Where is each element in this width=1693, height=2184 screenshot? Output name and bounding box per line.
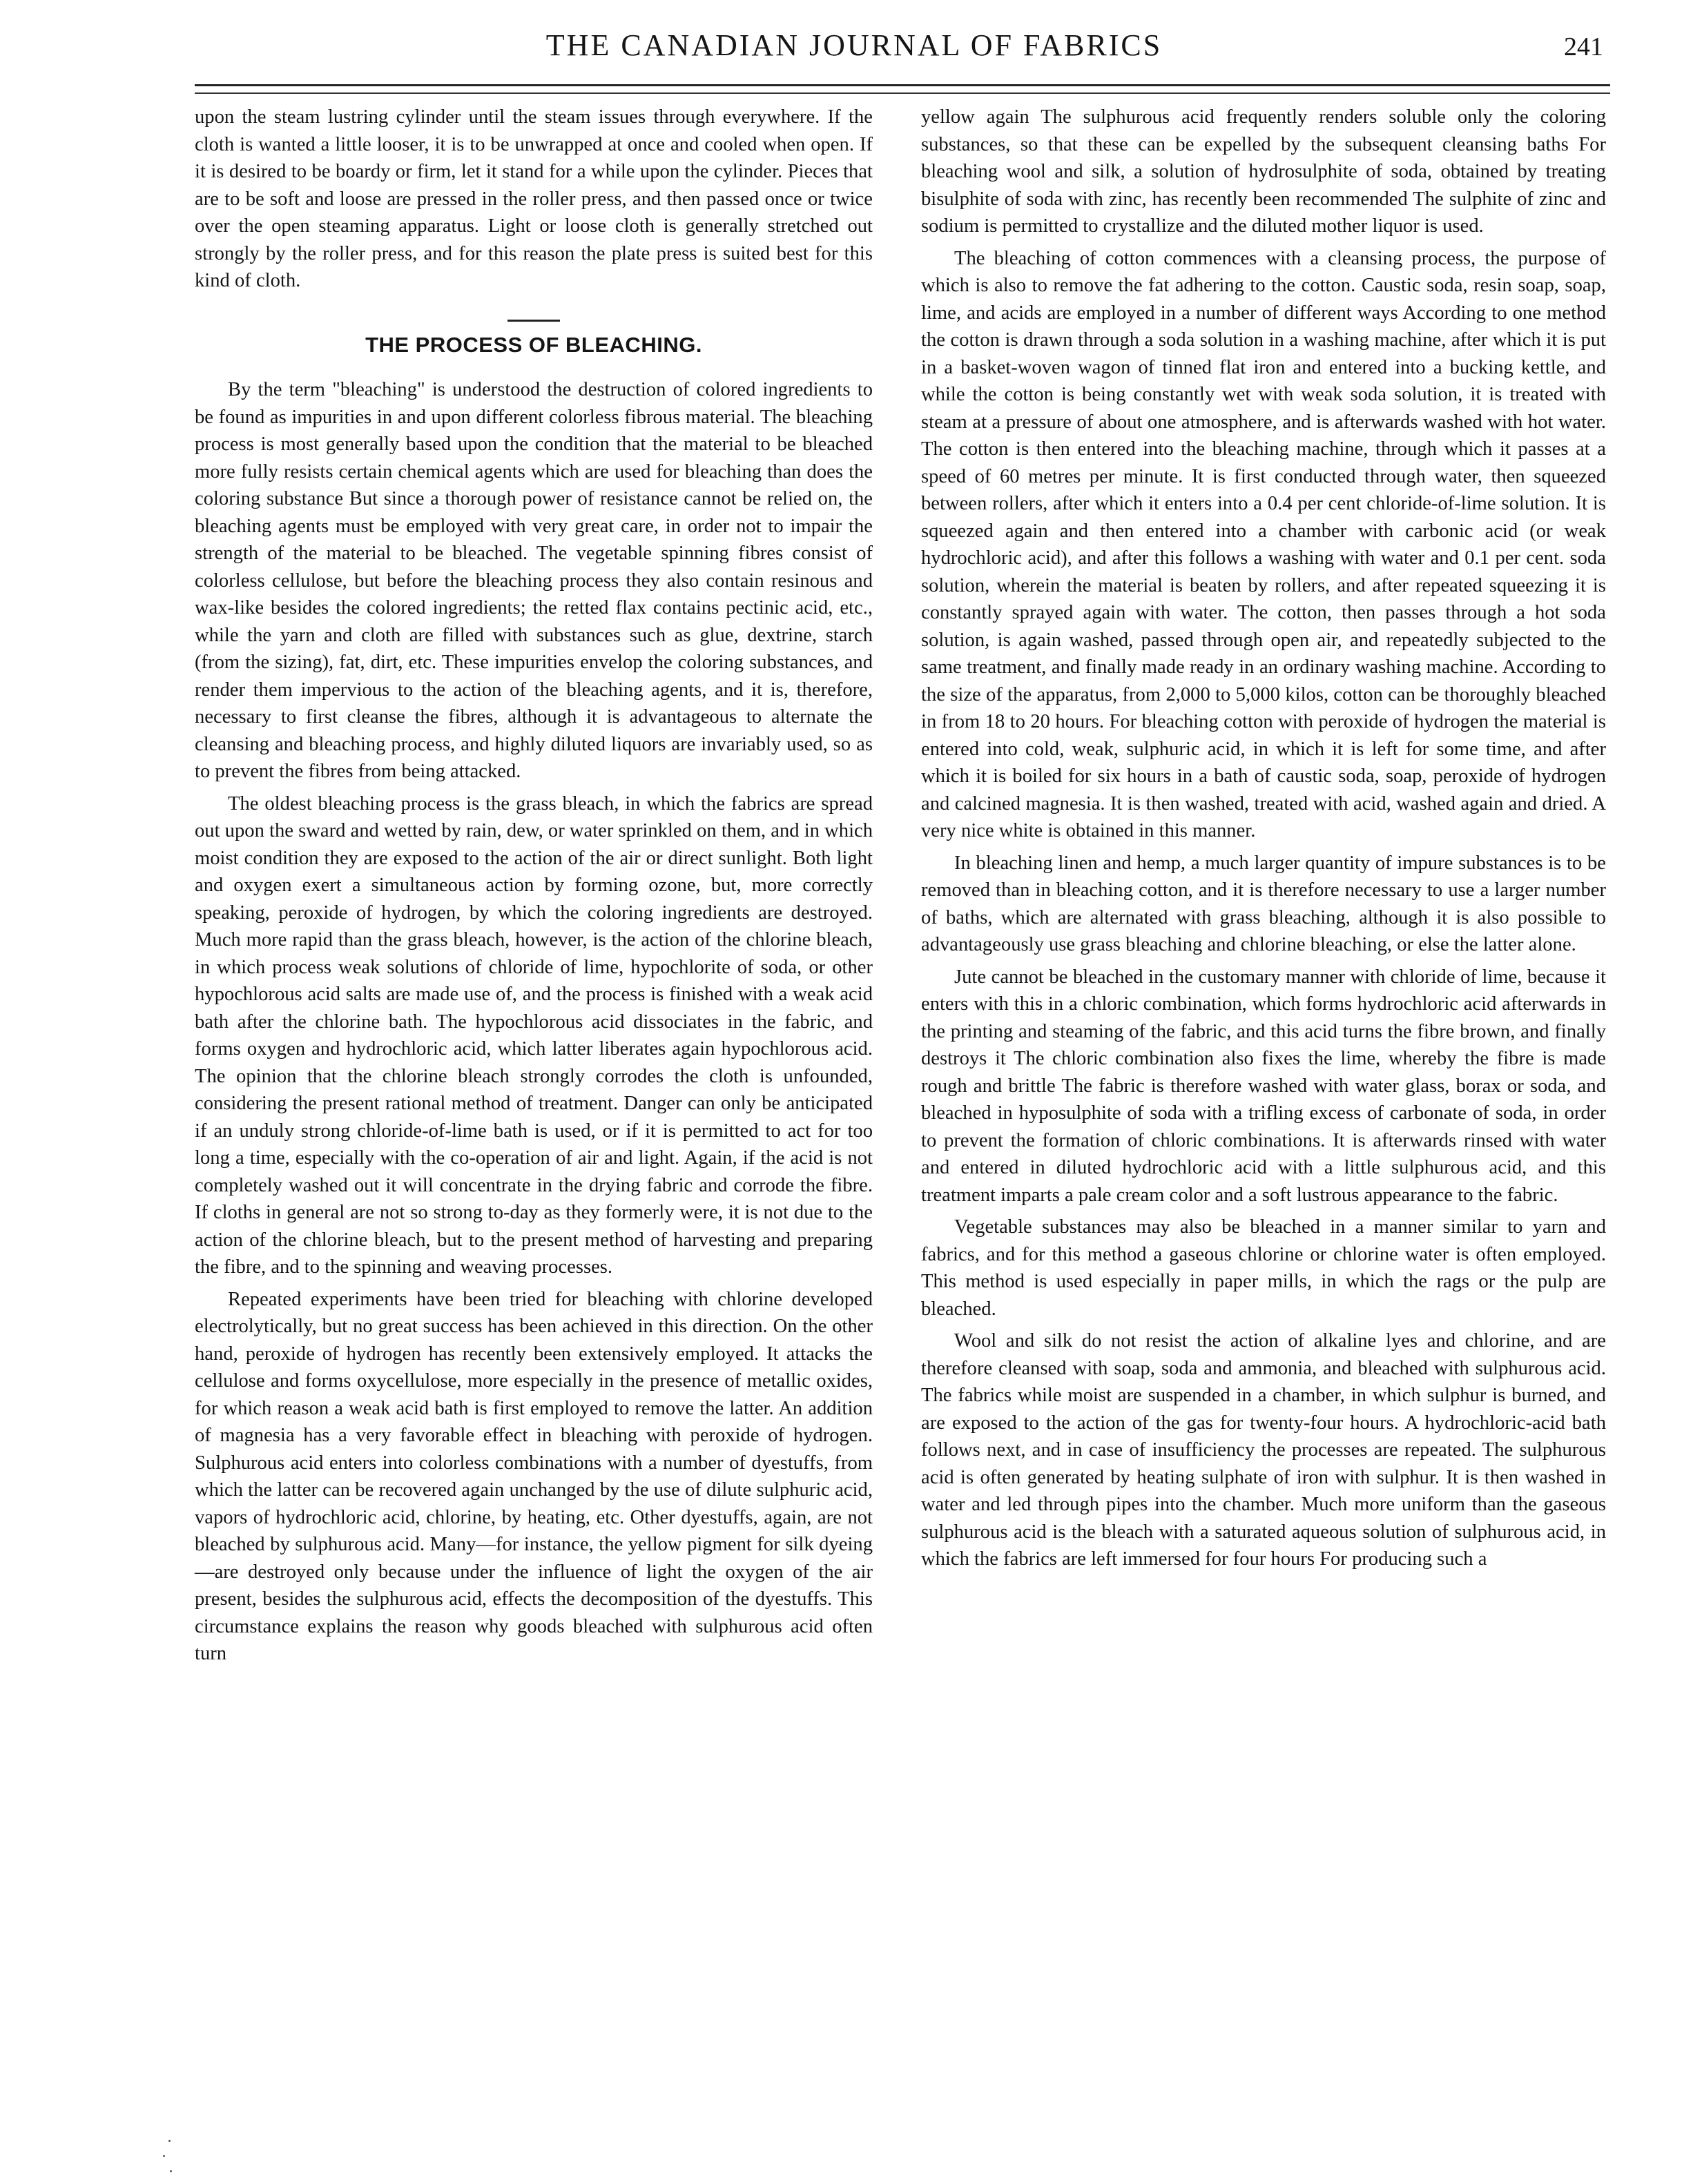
article-paragraph: The oldest bleaching process is the grass bleach, in which the fabrics are spread out upon the sward and wetted by rain, dew, or water sprinkled on them, and in which moist condition they are exposed to the action of the air or direct sunlight. Both light and oxygen exert a simultaneous action by forming ozone, but, more correctly speaking, peroxide of hydrogen, by which the coloring ingredients are destroyed. Much more rapid than the grass bleach, however, is the action of the chlorine bleach, in which process weak solutions of chloride of lime, hypochlorite of soda, or other hypochlorous acid salts are made use of, and the process is finished with a weak acid bath after the chlorine bath. The hypochlorous acid dissociates in the fabric, and forms oxygen and hydrochloric acid, which latter liberates again hypochlorous acid. The opinion that the chlorine bleach strongly corrodes the cloth is unfounded, considering the present rational method of treatment. Danger can only be anticipated if an unduly strong chloride-of-lime bath is used, or if it is permitted to act for too long a time, especially with the co-operation of air and light. Again, if the acid is not completely washed out it will concentrate in the drying fabric and corrode the fibre. If cloths in general are not so strong to-day as they formerly were, it is not due to the action of the chlorine bleach, but to the present method of harvesting and preparing the fibre, and to the spinning and weaving processes. — [195, 792, 873, 1278]
speck — [163, 2155, 165, 2157]
scan-specks — [160, 2140, 188, 2174]
page-number: 241 — [1564, 32, 1603, 61]
article-paragraph: Jute cannot be bleached in the customary manner with chloride of lime, because it enters with this in a chloric combination, which forms hydrochloric acid afterwards in the printing and steaming of the fabric, and this acid turns the fibre brown, and finally destroys it The chloric combination also fixes the lime, whereby the fibre is made rough and brittle The fabric is therefore washed with water glass, borax or soda, and bleached in hyposulphite of soda with a trifling excess of carbonate of soda, in order to prevent the formation of chloric combinations. It is afterwards rinsed with water and entered in diluted hydrochloric acid with a little sulphurous acid, and this treatment imparts a pale cream color and a soft lustrous appearance to the fabric. — [921, 966, 1606, 1206]
article-paragraph: By the term "bleaching" is understood the destruction of colored ingredients to be found as impurities in and upon different colorless fibrous material. The bleaching process is most generally based upon the condition that the material to be bleached more fully resists certain chemical agents which are used for bleaching than does the coloring substance But since a thorough power of resistance cannot be relied on, the bleaching agents must be employed with very great care, in order not to impair the strength of the material to be bleached. The vegetable spinning fibres consist of colorless cellulose, but before the bleaching process they also contain resinous and wax-like besides the colored ingredients; the retted flax contains pectinic acid, etc., while the yarn and cloth are filled with substances such as glue, dextrine, starch (from the sizing), fat, dirt, etc. These impurities envelop the coloring substances, and render them impervious to the action of the bleaching agents, and it is, therefore, necessary to first cleanse the fibres, although it is advantageous to alternate the cleansing and bleaching process, and highly diluted liquors are invariably used, so as to prevent the fibres from being attacked. — [195, 379, 873, 782]
section-divider — [507, 320, 560, 322]
article-paragraph: In bleaching linen and hemp, a much larger quantity of impure substances is to be removed than in bleaching cotton, and it is therefore necessary to use a larger number of baths, which are alternated with grass bleaching, although it is also possible to advantageously use grass bleaching and chlorine bleaching, or else the latter alone. — [921, 852, 1606, 955]
header-rule-thin — [195, 92, 1610, 94]
header-rule-thick — [195, 84, 1610, 86]
article-paragraph: The bleaching of cotton commences with a cleansing process, the purpose of which is also to remove the fat adhering to the cotton. Caustic soda, resin soap, soap, lime, and acids are employed in a number of different ways According to one method the cotton is drawn through a soda solution in a washing machine, after which it is put in a basket-woven wagon of tinned flat iron and entered into a bucking kettle, and while the cotton is being constantly wet with weak soda solution, it is treated with steam at a pressure of about one atmosphere, and is afterwards washed with hot water. The cotton is then entered into the bleaching machine, through which it passes at a speed of 60 metres per minute. It is first conducted through water, then squeezed between rollers, after which it enters into a 0.4 per cent chloride-of-lime solution. It is squeezed again and then entered into a chamber with carbonic acid (or weak hydrochloric acid), and after this follows a washing with water and 0.1 per cent. soda solution, wherein the material is beaten by rollers, and after repeated squeezing it is constantly sprayed again with water. The cotton, then passes through a hot soda solution, is again washed, passed through open air, and repeatedly subjected to the same treatment, and finally made ready in an ordinary washing machine. According to the size of the apparatus, from 2,000 to 5,000 kilos, cotton can be thoroughly bleached in from 18 to 20 hours. For bleaching cotton with peroxide of hydrogen the material is entered into cold, weak, sulphuric acid, in which it is left for some time, and after which it is boiled for six hours in a bath of caustic soda, soap, peroxide of hydrogen and calcined magnesia. It is then washed, treated with acid, washed again and dried. A very nice white is obtained in this manner. — [921, 247, 1606, 841]
article-paragraph: yellow again The sulphurous acid frequently renders soluble only the coloring substances, so that these can be expelled by the subsequent cleansing baths For bleaching wool and silk, a solution of hydrosulphite of soda, obtained by treating bisulphite of soda with zinc, has recently been recommended The sulphite of zinc and sodium is permitted to crystallize and the diluted mother liquor is used. — [921, 106, 1606, 237]
page-header — [195, 26, 1610, 109]
continued-paragraph: upon the steam lustring cylinder until the steam issues through everywhere. If the cloth is wanted a little looser, it is to be unwrapped at once and cooled when open. If it is desired to be boardy or firm, let it stand for a while upon the cylinder. Pieces that are to be soft and loose are pressed in the roller press, and then passed once or twice over the open steaming apparatus. Light or loose cloth is generally stretched out strongly by the roller press, and for this reason the plate press is suited best for this kind of cloth. — [195, 106, 873, 291]
article-heading: THE PROCESS OF BLEACHING. — [365, 332, 702, 357]
article-paragraph: Wool and silk do not resist the action of alkaline lyes and chlorine, and are therefore cleansed with soap, soda and ammonia, and bleached with sulphurous acid. The fabrics while moist are suspended in a chamber, in which sulphur is burned, and are exposed to the action of the gas for twenty-four hours. A hydrochloric-acid bath follows next, and in case of insufficiency the processes are repeated. The sulphurous acid is often generated by heating sulphate of iron with sulphur. It is then washed in water and led through pipes into the chamber. Much more uniform than the gaseous sulphurous acid is the bleach with a saturated aqueous solution of sulphurous acid, in which the fabrics are left immersed for four hours For producing such a — [921, 1330, 1606, 1570]
right-column — [921, 104, 1606, 1578]
speck — [170, 2170, 172, 2172]
left-column — [195, 104, 873, 1673]
journal-title: THE CANADIAN JOURNAL OF FABRICS — [545, 28, 1163, 62]
article-paragraph: Vegetable substances may also be bleached in a manner similar to yarn and fabrics, and for this method a gaseous chlorine or chlorine water is often employed. This method is used especially in paper mills, in which the rags or the pulp are bleached. — [921, 1216, 1606, 1320]
speck — [168, 2140, 171, 2142]
article-paragraph: Repeated experiments have been tried for bleaching with chlorine developed electrolytically, but no great success has been achieved in this direction. On the other hand, peroxide of hydrogen has recently been extensively employed. It attacks the cellulose and forms oxycellulose, more especially in the presence of metallic oxides, for which reason a weak acid bath is first employed to remove the latter. An addition of magnesia has a very favorable effect in bleaching with peroxide of hydrogen. Sulphurous acid enters into colorless combinations with a number of dyestuffs, from which the latter can be recovered again unchanged by the use of dilute sulphuric acid, vapors of hydrochloric acid, chlorine, by heating, etc. Other dyestuffs, again, are not bleached by sulphurous acid. Many—for instance, the yellow pigment for silk dyeing—are destroyed only because under the influence of light the oxygen of the air present, besides the sulphurous acid, effects the decomposition of the dyestuffs. This circumstance explains the reason why goods bleached with sulphurous acid often turn — [195, 1288, 873, 1664]
